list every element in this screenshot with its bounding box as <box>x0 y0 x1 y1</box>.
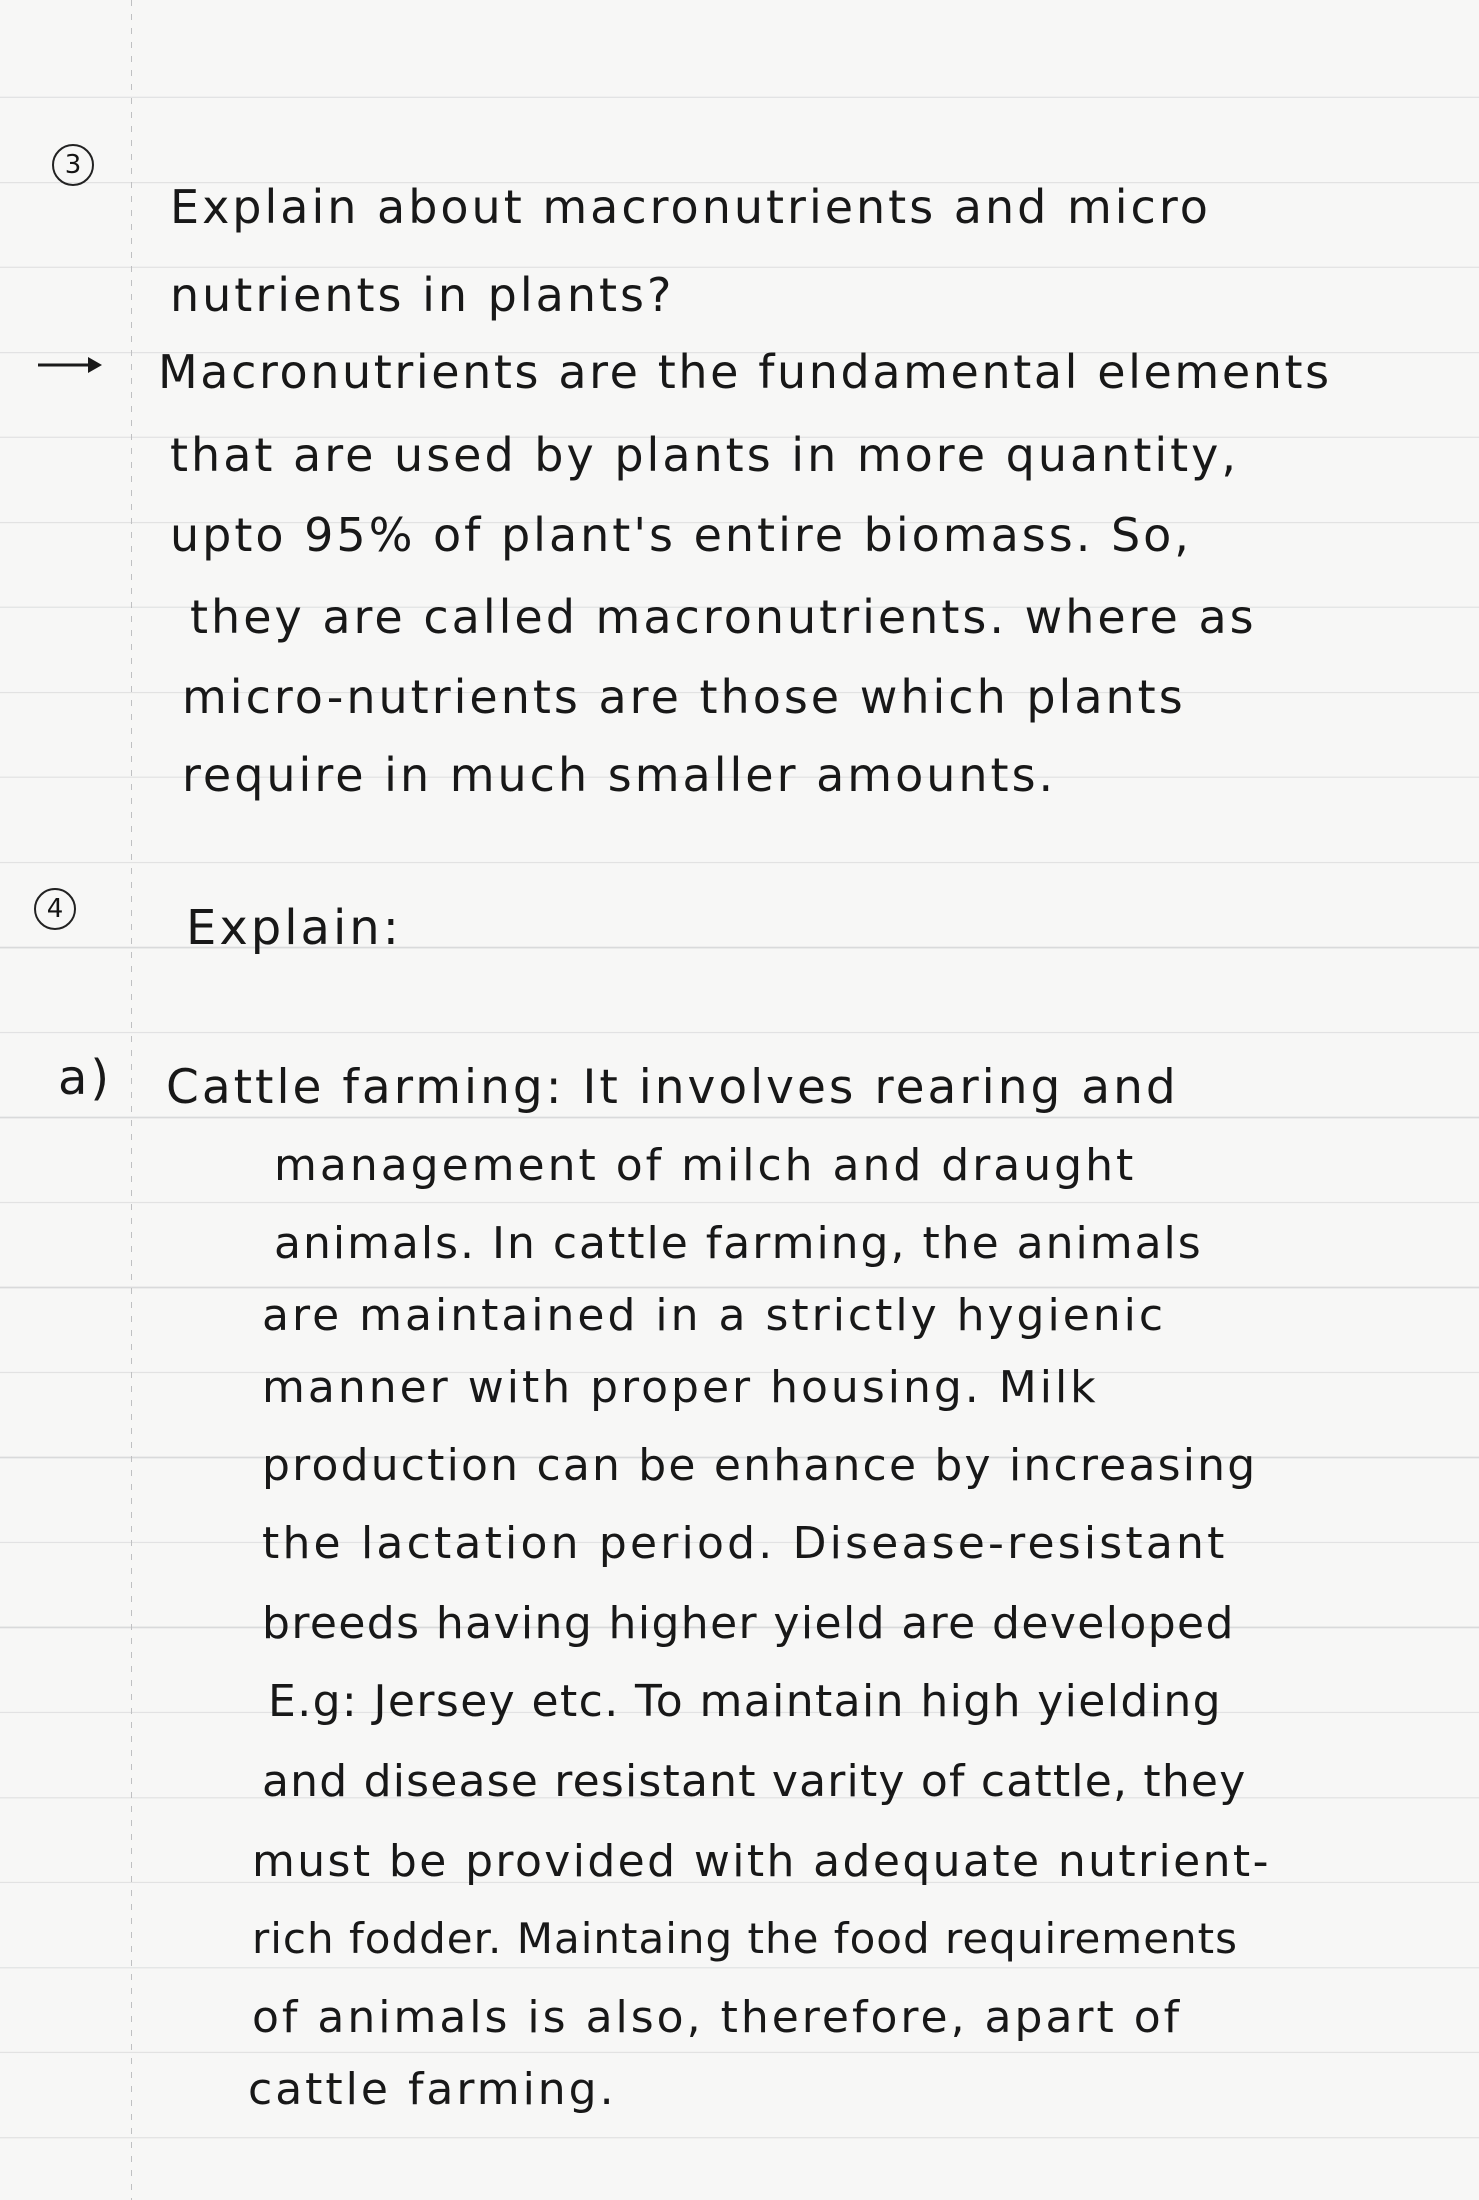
answer-3-line-3: upto 95% of plant's entire biomass. So, <box>170 508 1192 562</box>
margin-line <box>131 0 132 2200</box>
part-a-line-11: must be provided with adequate nutrient- <box>252 1836 1271 1887</box>
part-a-line-5: manner with proper housing. Milk <box>262 1362 1099 1413</box>
answer-3-line-4: they are called macronutrients. where as <box>190 590 1257 644</box>
question-4-heading: Explain: <box>186 900 402 956</box>
question-number-3: 3 <box>52 144 94 186</box>
part-a-label: a) <box>58 1050 113 1106</box>
part-a-line-3: animals. In cattle farming, the animals <box>274 1218 1203 1269</box>
part-a-line-9: E.g: Jersey etc. To maintain high yielding <box>268 1676 1222 1727</box>
part-a-line-2: management of milch and draught <box>274 1140 1137 1191</box>
answer-3-line-6: require in much smaller amounts. <box>182 748 1057 802</box>
part-a-line-8: breeds having higher yield are developed <box>262 1598 1235 1649</box>
part-a-line-6: production can be enhance by increasing <box>262 1440 1258 1491</box>
part-a-line-14: cattle farming. <box>248 2064 617 2115</box>
arrow-right-icon <box>36 355 102 375</box>
question-3-line-1: Explain about macronutrients and micro <box>170 180 1211 234</box>
part-a-line-1: Cattle farming: It involves rearing and <box>166 1060 1179 1115</box>
part-a-line-4: are maintained in a strictly hygienic <box>262 1290 1167 1341</box>
answer-3-line-2: that are used by plants in more quantity, <box>170 428 1240 482</box>
question-number-4: 4 <box>34 888 76 930</box>
answer-3-line-1: Macronutrients are the fundamental elements <box>158 345 1332 399</box>
part-a-line-13: of animals is also, therefore, apart of <box>252 1992 1183 2043</box>
answer-3-line-5: micro-nutrients are those which plants <box>182 670 1186 724</box>
part-a-line-12: rich fodder. Maintaing the food requirements <box>252 1914 1239 1963</box>
part-a-line-7: the lactation period. Disease-resistant <box>262 1518 1228 1569</box>
part-a-line-10: and disease resistant varity of cattle, they <box>262 1756 1247 1807</box>
question-3-line-2: nutrients in plants? <box>170 268 675 322</box>
